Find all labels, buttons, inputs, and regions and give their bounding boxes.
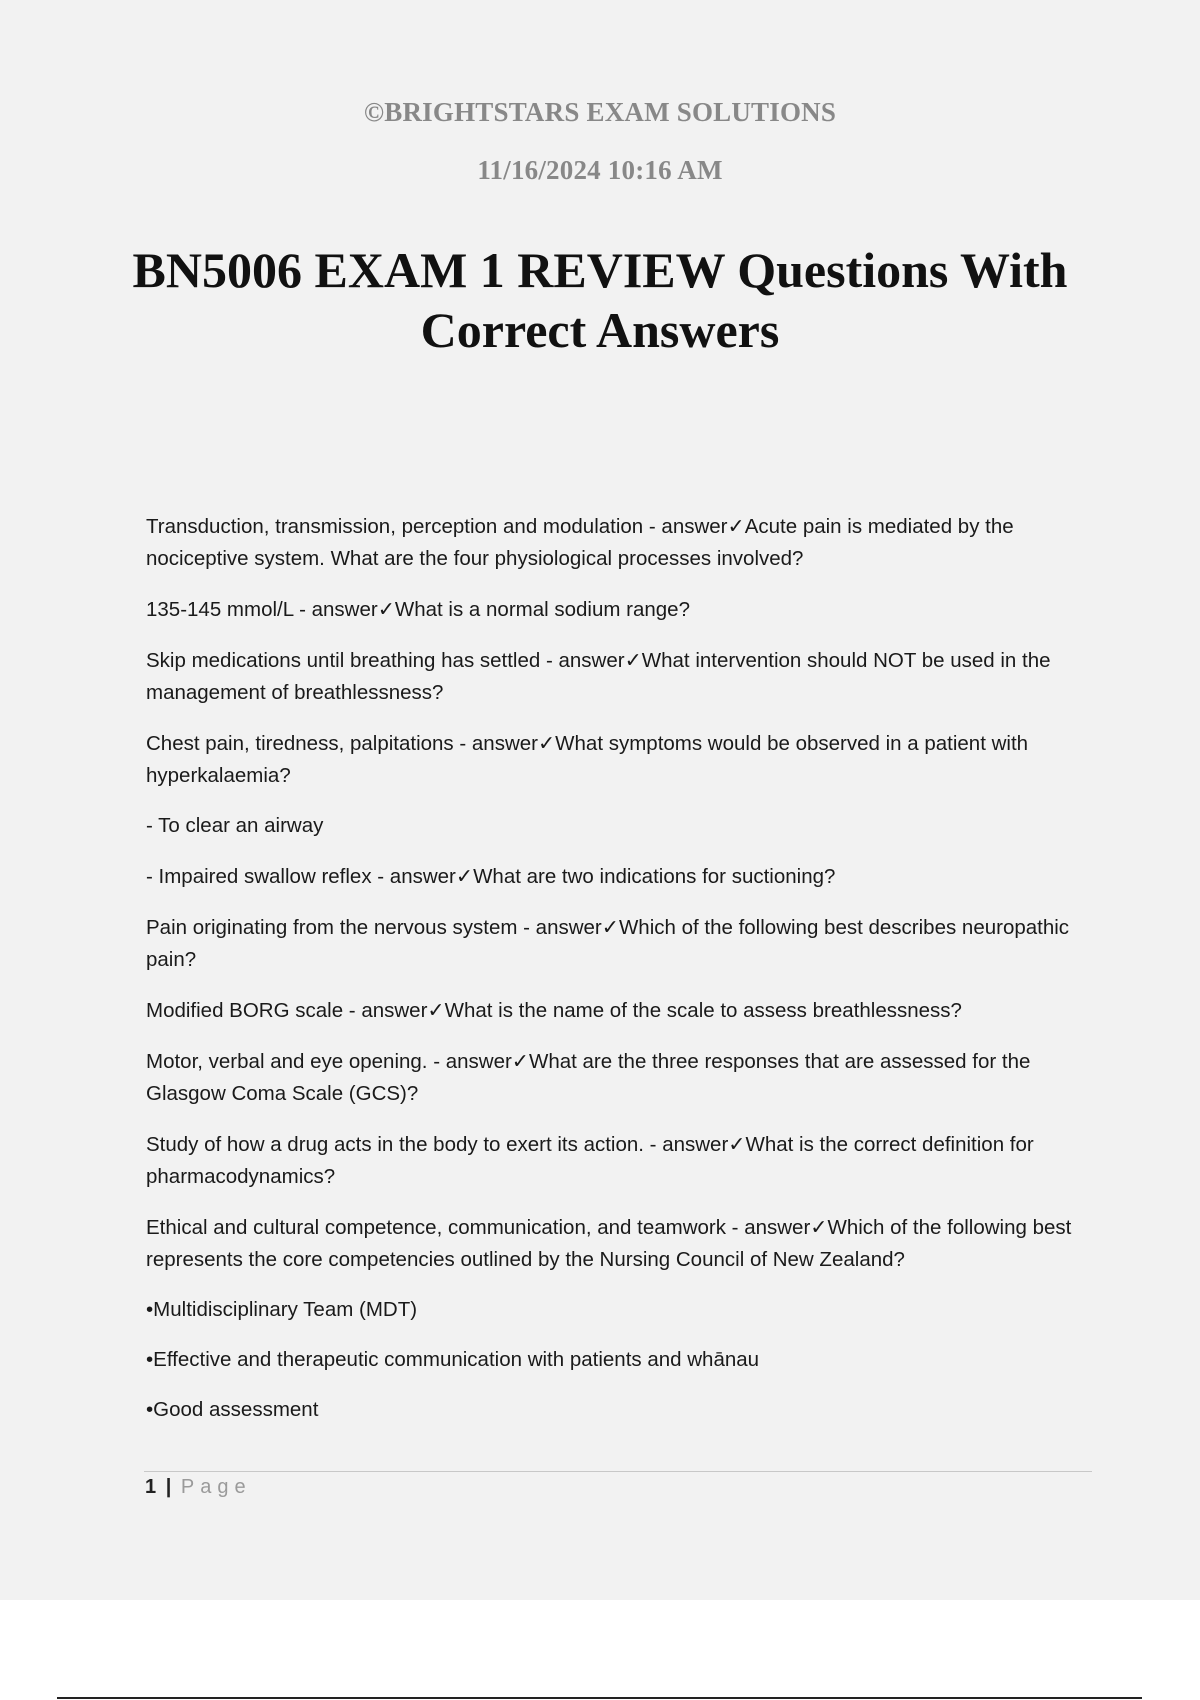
qa-item bbox=[146, 727, 1096, 792]
question-text: Which of the following best describes neuropathic pain? bbox=[146, 916, 1070, 971]
answer-text: Chest pain, tiredness, palpitations - answer bbox=[146, 732, 538, 755]
answer-text: •Good assessment bbox=[146, 1398, 319, 1421]
qa-item bbox=[146, 911, 1096, 976]
page-separator: | bbox=[165, 1476, 172, 1498]
next-page-top-rule bbox=[57, 1697, 1142, 1699]
page-number: 1 bbox=[145, 1476, 157, 1498]
footer-divider bbox=[144, 1471, 1092, 1472]
answer-text: Skip medications until breathing has settled - answer bbox=[146, 649, 625, 672]
qa-item bbox=[146, 1394, 1096, 1426]
question-text: What are the three responses that are assessed for the Glasgow Coma Scale (GCS)? bbox=[146, 1050, 1031, 1105]
check-mark-icon: ✓ bbox=[624, 648, 642, 672]
question-text: What is a normal sodium range? bbox=[394, 598, 690, 621]
qa-item bbox=[146, 644, 1096, 709]
answer-text: Ethical and cultural competence, communication, and teamwork - answer bbox=[146, 1216, 811, 1239]
check-mark-icon: ✓ bbox=[455, 864, 474, 888]
qa-item bbox=[146, 810, 1096, 842]
answer-text: •Effective and therapeutic communication with patients and whānau bbox=[146, 1348, 760, 1371]
document-title: BN5006 EXAM 1 REVIEW Questions With Correct Answers bbox=[132, 242, 1068, 358]
page-footer bbox=[145, 1474, 252, 1500]
qa-item bbox=[146, 1211, 1096, 1276]
qa-item bbox=[146, 1344, 1096, 1376]
answer-text: Transduction, transmission, perception and modulation - answer bbox=[146, 515, 728, 538]
qa-item bbox=[146, 1045, 1096, 1110]
check-mark-icon: ✓ bbox=[537, 731, 556, 755]
question-text: Which of the following best represents the core competencies outlined by the Nursing Council of New Zealand? bbox=[146, 1216, 1072, 1271]
datestamp-header: 11/16/2024 10:16 AM bbox=[477, 155, 723, 185]
answer-text: 135-145 mmol/L - answer bbox=[146, 598, 378, 621]
answer-text: Motor, verbal and eye opening. - answer bbox=[146, 1050, 512, 1073]
qa-item bbox=[146, 994, 1096, 1027]
check-mark-icon: ✓ bbox=[511, 1049, 529, 1073]
check-mark-icon: ✓ bbox=[727, 514, 745, 538]
question-text: What is the name of the scale to assess breathlessness? bbox=[444, 999, 962, 1022]
qa-item bbox=[146, 860, 1096, 893]
check-mark-icon: ✓ bbox=[810, 1215, 828, 1239]
check-mark-icon: ✓ bbox=[377, 597, 395, 621]
answer-text: •Multidisciplinary Team (MDT) bbox=[146, 1298, 418, 1321]
check-mark-icon: ✓ bbox=[601, 915, 619, 939]
question-text: Acute pain is mediated by the nociceptive system. What are the four physiological processes involved? bbox=[146, 515, 1014, 570]
answer-text: Pain originating from the nervous system - answer bbox=[146, 916, 602, 939]
qa-item bbox=[146, 510, 1096, 575]
check-mark-icon: ✓ bbox=[427, 998, 445, 1022]
question-text: What is the correct definition for pharmacodynamics? bbox=[146, 1133, 1034, 1188]
page-label: Page bbox=[180, 1476, 252, 1498]
question-text: What intervention should NOT be used in the management of breathlessness? bbox=[146, 649, 1051, 704]
qa-list bbox=[146, 510, 1096, 1444]
answer-text: Modified BORG scale - answer bbox=[146, 999, 428, 1022]
qa-item bbox=[146, 1128, 1096, 1193]
answer-text: - To clear an airway bbox=[146, 814, 324, 837]
question-text: What are two indications for suctioning? bbox=[473, 865, 836, 888]
qa-item bbox=[146, 1294, 1096, 1326]
copyright-header: ©BRIGHTSTARS EXAM SOLUTIONS bbox=[363, 97, 837, 127]
check-mark-icon: ✓ bbox=[728, 1132, 746, 1156]
question-text: What symptoms would be observed in a patient with hyperkalaemia? bbox=[146, 732, 1029, 787]
qa-item bbox=[146, 593, 1096, 626]
answer-text: Study of how a drug acts in the body to exert its action. - answer bbox=[146, 1133, 729, 1156]
answer-text: - Impaired swallow reflex - answer bbox=[146, 865, 456, 888]
